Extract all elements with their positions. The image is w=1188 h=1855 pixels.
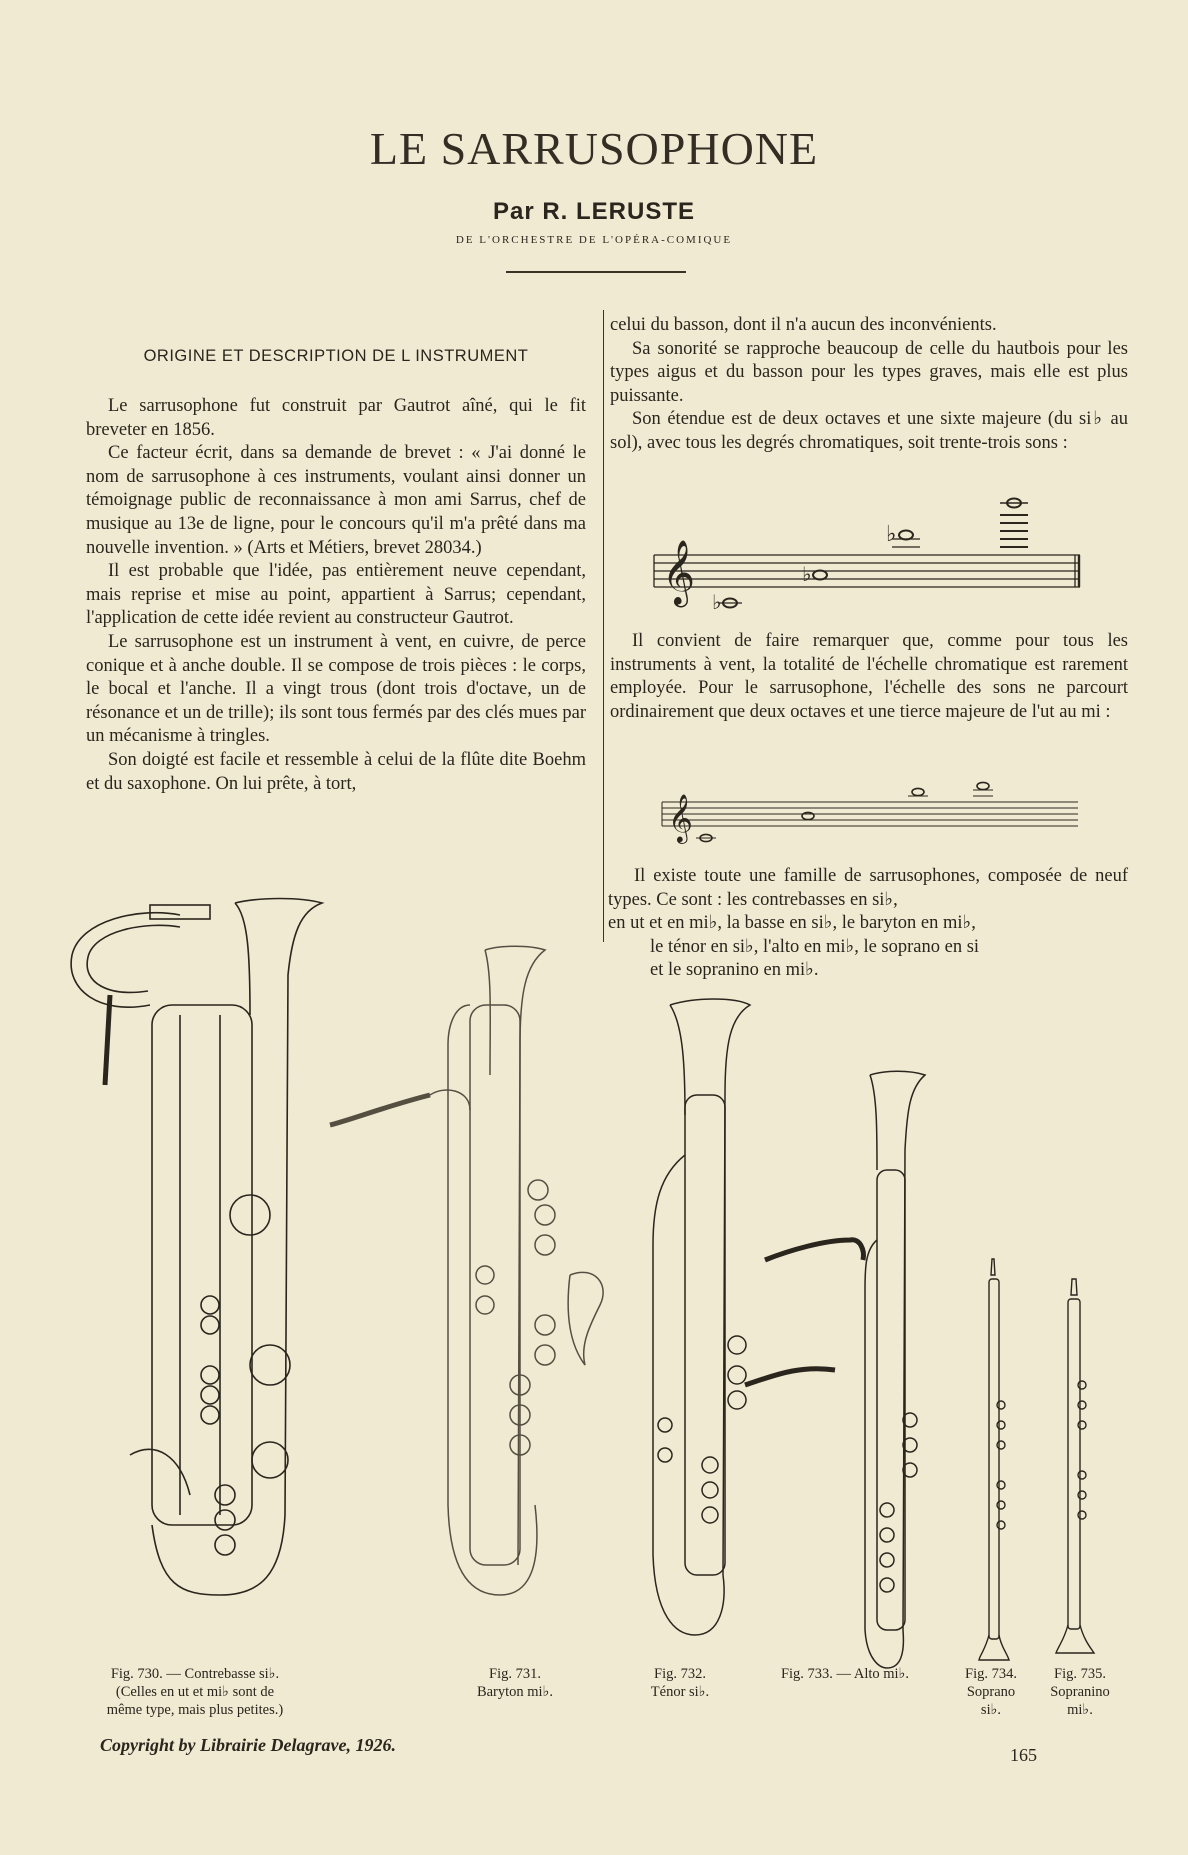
baryton-illustration — [330, 945, 620, 1625]
caption-line: Fig. 735. — [1054, 1666, 1106, 1682]
paragraph: Le sarrusophone est un instrument à vent, en cuivre, de perce conique et à anche double. Il se compose de trois pièces : le corps, le bocal et l'anche. Il a vingt trous (dont trois d'octave, un de résonance et un de trille); ils sont tous fermés par des clés mues par un mécanisme à tringles. — [86, 631, 586, 747]
caption-line: Fig. 730. — Contrebasse si♭. — [110, 1666, 280, 1682]
music-staff-range — [650, 475, 1090, 635]
paragraph: Son étendue est de deux octaves et une sixte majeure (du si♭ au sol), avec tous les degrés chromatiques, soit trente-trois sons : — [610, 409, 1128, 453]
sopranino-illustration — [1052, 1275, 1102, 1665]
paragraph: Il convient de faire remarquer que, comme pour tous les instruments à vent, la totalité de l'échelle chromatique est rarement employée. Pour le sarrusophone, l'échelle des sons ne parcourt ordinairement que deux octaves et une tierce majeure de l'ut au mi : — [610, 631, 1128, 722]
caption-fig-731 — [455, 1665, 575, 1701]
author-line: Par R. LERUSTE — [492, 198, 696, 225]
caption-line: Fig. 731. — [489, 1666, 541, 1682]
paragraph-line: Il existe toute une famille de sarrusophones, composée de neuf types. Ce sont : les contrebasses en si♭, — [608, 866, 1128, 910]
caption-line: même type, mais plus petites.) — [106, 1702, 284, 1718]
author-affiliation: DE L'ORCHESTRE DE L'OPÉRA-COMIQUE — [455, 234, 733, 246]
caption-fig-732 — [630, 1665, 730, 1701]
caption-line: si♭. — [980, 1702, 1002, 1718]
alto-illustration — [765, 1070, 945, 1660]
caption-line: mi♭. — [1067, 1702, 1093, 1718]
paragraph: Il est probable que l'idée, pas entièrement neuve cependant, mais reprise et mise au point, appartient à Sarrus; cependant, l'application de cette idée revient au constructeur Gautrot. — [86, 561, 586, 629]
section-heading: ORIGINE ET DESCRIPTION DE L INSTRUMENT — [143, 347, 529, 365]
caption-fig-733 — [745, 1665, 945, 1683]
contrebasse-illustration — [60, 895, 340, 1655]
caption-fig-734 — [948, 1665, 1034, 1719]
right-column-mid — [610, 630, 1128, 724]
caption-line: Fig. 733. — Alto mi♭. — [780, 1666, 910, 1682]
music-staff-usual — [658, 780, 1088, 855]
svg-text:𝄞: 𝄞 — [662, 540, 696, 605]
caption-line: Baryton mi♭. — [476, 1684, 554, 1700]
svg-text:♭: ♭ — [886, 521, 897, 546]
caption-line: (Celles en ut et mi♭ sont de — [115, 1684, 275, 1700]
soprano-illustration — [975, 1255, 1015, 1665]
caption-fig-735 — [1034, 1665, 1126, 1719]
right-column-top — [610, 314, 1128, 456]
caption-line: Fig. 734. — [965, 1666, 1017, 1682]
caption-fig-730 — [60, 1665, 330, 1719]
column-divider — [603, 310, 604, 942]
caption-line: Sopranino — [1050, 1684, 1110, 1700]
right-column-bottom — [608, 865, 1128, 983]
caption-line: Fig. 732. — [654, 1666, 706, 1682]
paragraph: celui du basson, dont il n'a aucun des inconvénients. — [610, 315, 997, 335]
svg-text:♭: ♭ — [712, 592, 722, 614]
paragraph: Sa sonorité se rapproche beaucoup de celle du hautbois pour les types aigus et du basson pour les types graves, mais elle est plus puissante. — [610, 338, 1128, 406]
left-column — [86, 395, 586, 796]
copyright-line: Copyright by Librairie Delagrave, 1926. — [100, 1735, 396, 1755]
caption-line: Ténor si♭. — [650, 1684, 710, 1700]
title-rule — [506, 271, 686, 273]
caption-line: Soprano — [966, 1684, 1016, 1700]
page-title: LE SARRUSOPHONE — [369, 123, 819, 174]
paragraph-line: et le sopranino en mi♭. — [650, 960, 819, 981]
page-number: 165 — [1010, 1745, 1037, 1765]
svg-text:𝄞: 𝄞 — [668, 793, 693, 842]
svg-text:♭: ♭ — [802, 564, 812, 586]
paragraph: Le sarrusophone fut construit par Gautrot aîné, qui le fit breveter en 1856. — [86, 396, 586, 440]
paragraph: Ce facteur écrit, dans sa demande de brevet : « J'ai donné le nom de sarrusophone à ces instruments, voulant ainsi donner un témoignage public de reconnaissance à mon ami Sarrus, chef de musique au 13e de ligne, pour le concours qu'il m'a prêté dans ma nouvelle invention. » (Arts et Métiers, brevet 28034.) — [86, 443, 586, 558]
paragraph-line: le ténor en si♭, l'alto en mi♭, le soprano en si — [650, 936, 980, 957]
paragraph: Son doigté est facile et ressemble à celui de la flûte dite Boehm et du saxophone. On lui prête, à tort, — [86, 749, 586, 794]
paragraph-line: en ut et en mi♭, la basse en si♭, le baryton en mi♭, — [608, 913, 976, 934]
